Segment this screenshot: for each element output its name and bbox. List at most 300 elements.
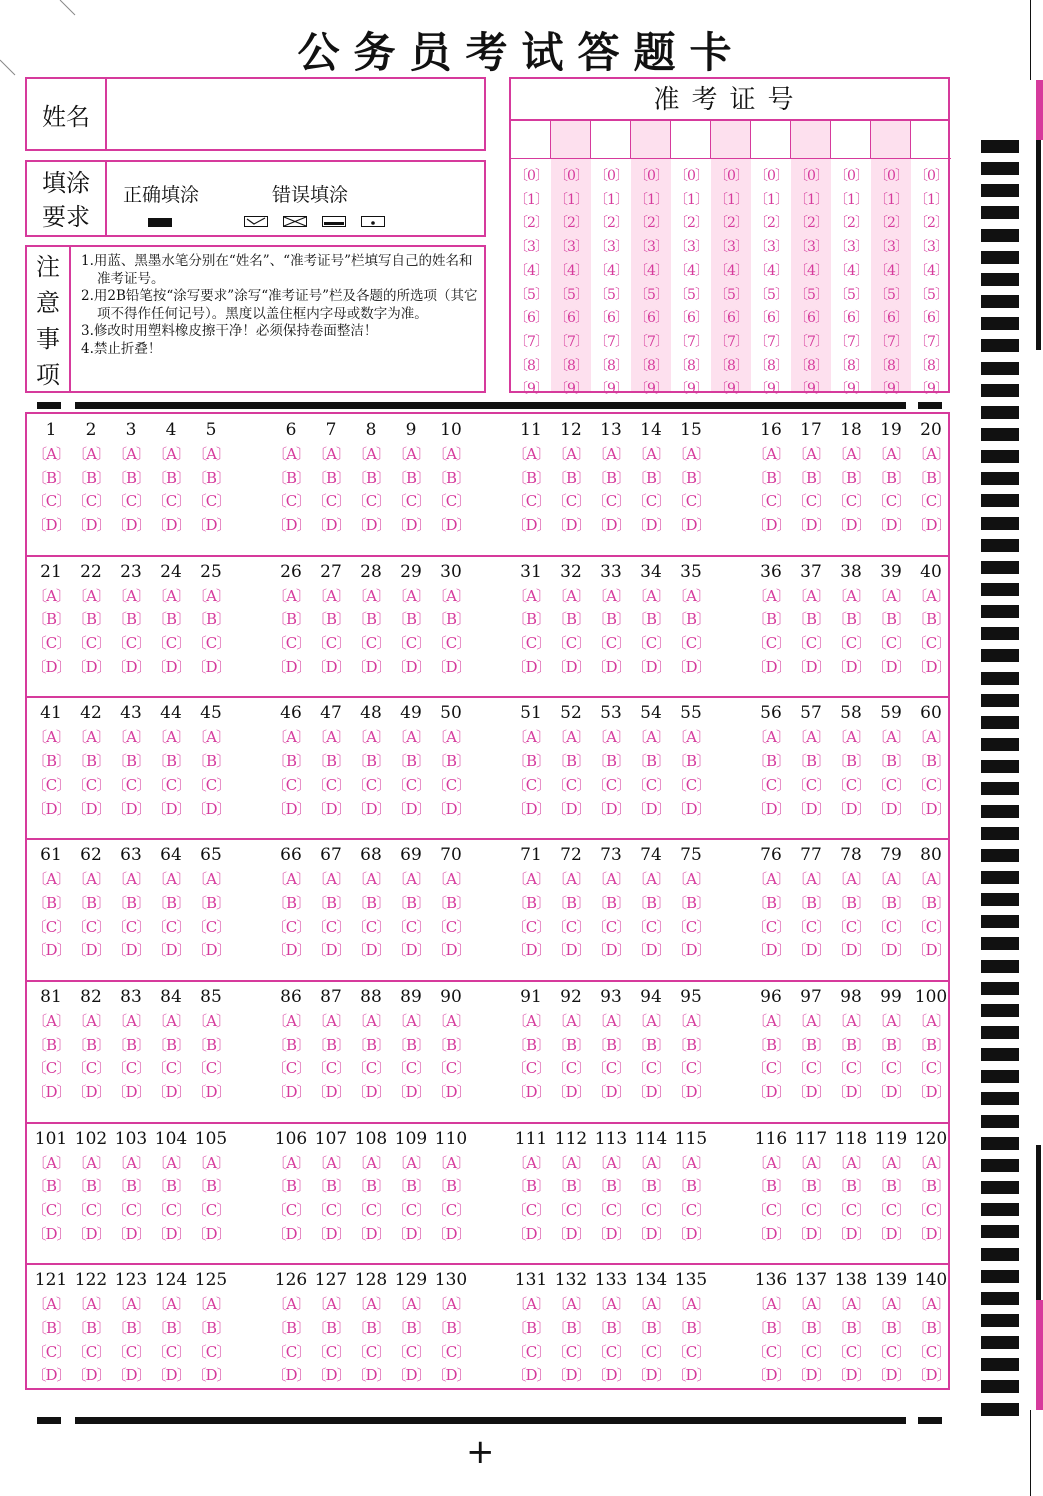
answer-bubble[interactable]: 〔D〕	[831, 1082, 871, 1101]
ticket-digit-bubble[interactable]: 〔9〕	[914, 381, 948, 398]
ticket-digit-bubble[interactable]: 〔1〕	[674, 191, 708, 208]
answer-bubble[interactable]: 〔B〕	[431, 1177, 471, 1196]
answer-bubble[interactable]: 〔B〕	[311, 893, 351, 912]
answer-bubble[interactable]: 〔B〕	[431, 610, 471, 629]
ticket-digit-bubble[interactable]: 〔0〕	[834, 168, 868, 184]
ticket-digit-bubble[interactable]: 〔9〕	[554, 381, 588, 398]
answer-bubble[interactable]: 〔B〕	[391, 893, 431, 912]
ticket-digit-bubble[interactable]: 〔4〕	[914, 262, 948, 279]
ticket-digit-bubble[interactable]: 〔1〕	[634, 191, 668, 208]
answer-bubble[interactable]: 〔C〕	[671, 917, 711, 936]
answer-bubble[interactable]: 〔B〕	[351, 1318, 391, 1337]
answer-bubble[interactable]: 〔A〕	[72, 1011, 110, 1030]
answer-bubble[interactable]: 〔B〕	[351, 1035, 391, 1054]
ticket-digit-bubble[interactable]: 〔7〕	[874, 333, 908, 350]
ticket-digit-bubble[interactable]: 〔0〕	[514, 168, 548, 184]
answer-bubble[interactable]: 〔B〕	[551, 893, 591, 912]
answer-bubble[interactable]: 〔D〕	[791, 1224, 831, 1243]
answer-bubble[interactable]: 〔D〕	[71, 657, 111, 676]
answer-bubble[interactable]: 〔B〕	[551, 1177, 591, 1196]
answer-bubble[interactable]: 〔D〕	[631, 1082, 671, 1101]
answer-bubble[interactable]: 〔C〕	[311, 775, 351, 794]
answer-bubble[interactable]: 〔B〕	[31, 468, 71, 487]
answer-bubble[interactable]: 〔D〕	[511, 1224, 551, 1243]
answer-bubble[interactable]: 〔A〕	[632, 728, 670, 747]
answer-bubble[interactable]: 〔B〕	[31, 1035, 71, 1054]
answer-bubble[interactable]: 〔B〕	[831, 1177, 871, 1196]
answer-bubble[interactable]: 〔C〕	[111, 492, 151, 511]
answer-bubble[interactable]: 〔A〕	[112, 1153, 150, 1172]
ticket-digit-bubble[interactable]: 〔0〕	[714, 168, 748, 184]
answer-bubble[interactable]: 〔A〕	[32, 870, 70, 889]
ticket-digit-bubble[interactable]: 〔1〕	[794, 191, 828, 208]
answer-bubble[interactable]: 〔B〕	[591, 1318, 631, 1337]
answer-bubble[interactable]: 〔A〕	[792, 445, 830, 463]
answer-bubble[interactable]: 〔A〕	[512, 1295, 550, 1314]
ticket-digit-bubble[interactable]: 〔4〕	[754, 262, 788, 279]
answer-bubble[interactable]: 〔C〕	[591, 1342, 631, 1361]
answer-bubble[interactable]: 〔B〕	[311, 752, 351, 771]
answer-bubble[interactable]: 〔B〕	[151, 893, 191, 912]
answer-bubble[interactable]: 〔C〕	[191, 1200, 231, 1219]
answer-bubble[interactable]: 〔A〕	[632, 870, 670, 889]
answer-bubble[interactable]: 〔C〕	[351, 1059, 391, 1078]
answer-bubble[interactable]: 〔B〕	[511, 610, 551, 629]
answer-bubble[interactable]: 〔D〕	[151, 1082, 191, 1101]
answer-bubble[interactable]: 〔C〕	[911, 775, 951, 794]
answer-bubble[interactable]: 〔D〕	[591, 941, 631, 960]
answer-bubble[interactable]: 〔A〕	[312, 586, 350, 605]
answer-bubble[interactable]: 〔C〕	[311, 917, 351, 936]
answer-bubble[interactable]: 〔C〕	[511, 1059, 551, 1078]
answer-bubble[interactable]: 〔C〕	[191, 1059, 231, 1078]
answer-bubble[interactable]: 〔A〕	[192, 445, 230, 463]
answer-bubble[interactable]: 〔C〕	[391, 492, 431, 511]
answer-bubble[interactable]: 〔B〕	[71, 1177, 111, 1196]
ticket-digit-bubble[interactable]: 〔6〕	[594, 310, 628, 327]
answer-bubble[interactable]: 〔B〕	[31, 610, 71, 629]
answer-bubble[interactable]: 〔B〕	[911, 610, 951, 629]
answer-bubble[interactable]: 〔D〕	[111, 941, 151, 960]
answer-bubble[interactable]: 〔C〕	[671, 1200, 711, 1219]
answer-bubble[interactable]: 〔D〕	[151, 1224, 191, 1243]
answer-bubble[interactable]: 〔A〕	[752, 1153, 790, 1172]
answer-bubble[interactable]: 〔A〕	[352, 870, 390, 889]
ticket-digit-bubble[interactable]: 〔6〕	[834, 310, 868, 327]
answer-bubble[interactable]: 〔D〕	[351, 1082, 391, 1101]
answer-bubble[interactable]: 〔D〕	[751, 1366, 791, 1385]
answer-bubble[interactable]: 〔C〕	[151, 1342, 191, 1361]
answer-bubble[interactable]: 〔C〕	[351, 1200, 391, 1219]
answer-bubble[interactable]: 〔D〕	[31, 1366, 71, 1385]
answer-bubble[interactable]: 〔A〕	[632, 445, 670, 463]
answer-bubble[interactable]: 〔D〕	[591, 516, 631, 535]
answer-bubble[interactable]: 〔D〕	[511, 941, 551, 960]
answer-bubble[interactable]: 〔B〕	[351, 610, 391, 629]
answer-bubble[interactable]: 〔A〕	[552, 1295, 590, 1314]
ticket-digit-bubble[interactable]: 〔1〕	[874, 191, 908, 208]
answer-bubble[interactable]: 〔C〕	[751, 917, 791, 936]
answer-bubble[interactable]: 〔B〕	[671, 1177, 711, 1196]
answer-bubble[interactable]: 〔A〕	[672, 870, 710, 889]
answer-bubble[interactable]: 〔C〕	[911, 634, 951, 653]
answer-bubble[interactable]: 〔A〕	[632, 1011, 670, 1030]
answer-bubble[interactable]: 〔B〕	[911, 893, 951, 912]
answer-bubble[interactable]: 〔C〕	[71, 492, 111, 511]
ticket-digit-bubble[interactable]: 〔4〕	[834, 262, 868, 279]
answer-bubble[interactable]: 〔B〕	[151, 752, 191, 771]
answer-bubble[interactable]: 〔B〕	[351, 893, 391, 912]
answer-bubble[interactable]: 〔C〕	[551, 917, 591, 936]
answer-bubble[interactable]: 〔D〕	[391, 799, 431, 818]
answer-bubble[interactable]: 〔A〕	[912, 586, 950, 605]
answer-bubble[interactable]: 〔B〕	[111, 1177, 151, 1196]
answer-bubble[interactable]: 〔C〕	[271, 634, 311, 653]
answer-bubble[interactable]: 〔D〕	[791, 1366, 831, 1385]
answer-bubble[interactable]: 〔D〕	[911, 1366, 951, 1385]
answer-bubble[interactable]: 〔A〕	[832, 1153, 870, 1172]
answer-bubble[interactable]: 〔D〕	[631, 1366, 671, 1385]
ticket-digit-write-cell[interactable]	[671, 121, 711, 159]
ticket-digit-bubble[interactable]: 〔1〕	[514, 191, 548, 208]
answer-bubble[interactable]: 〔B〕	[191, 1177, 231, 1196]
ticket-digit-bubble[interactable]: 〔8〕	[554, 357, 588, 374]
answer-bubble[interactable]: 〔D〕	[631, 799, 671, 818]
answer-bubble[interactable]: 〔B〕	[271, 1035, 311, 1054]
answer-bubble[interactable]: 〔A〕	[152, 870, 190, 889]
answer-bubble[interactable]: 〔D〕	[751, 941, 791, 960]
answer-bubble[interactable]: 〔C〕	[351, 917, 391, 936]
answer-bubble[interactable]: 〔B〕	[351, 468, 391, 487]
answer-bubble[interactable]: 〔C〕	[271, 917, 311, 936]
name-field[interactable]	[107, 79, 484, 149]
answer-bubble[interactable]: 〔C〕	[911, 917, 951, 936]
ticket-digit-write-cell[interactable]	[631, 121, 671, 159]
answer-bubble[interactable]: 〔D〕	[311, 1082, 351, 1101]
answer-bubble[interactable]: 〔D〕	[191, 941, 231, 960]
answer-bubble[interactable]: 〔A〕	[832, 870, 870, 889]
answer-bubble[interactable]: 〔D〕	[911, 516, 951, 535]
ticket-digit-bubble[interactable]: 〔5〕	[794, 286, 828, 303]
answer-bubble[interactable]: 〔B〕	[351, 1177, 391, 1196]
answer-bubble[interactable]: 〔C〕	[831, 1200, 871, 1219]
answer-bubble[interactable]: 〔D〕	[31, 799, 71, 818]
ticket-digit-write-cell[interactable]	[551, 121, 591, 159]
answer-bubble[interactable]: 〔C〕	[431, 492, 471, 511]
answer-bubble[interactable]: 〔A〕	[752, 586, 790, 605]
ticket-digit-bubble[interactable]: 〔6〕	[794, 310, 828, 327]
answer-bubble[interactable]: 〔A〕	[832, 445, 870, 463]
answer-bubble[interactable]: 〔A〕	[432, 870, 470, 889]
ticket-digit-bubble[interactable]: 〔5〕	[714, 286, 748, 303]
answer-bubble[interactable]: 〔C〕	[631, 634, 671, 653]
ticket-digit-bubble[interactable]: 〔6〕	[874, 310, 908, 327]
answer-bubble[interactable]: 〔D〕	[831, 516, 871, 535]
answer-bubble[interactable]: 〔D〕	[431, 516, 471, 535]
answer-bubble[interactable]: 〔D〕	[151, 941, 191, 960]
answer-bubble[interactable]: 〔D〕	[111, 1366, 151, 1385]
answer-bubble[interactable]: 〔A〕	[792, 1295, 830, 1314]
answer-bubble[interactable]: 〔D〕	[271, 1082, 311, 1101]
answer-bubble[interactable]: 〔C〕	[71, 1342, 111, 1361]
ticket-digit-bubble[interactable]: 〔6〕	[914, 310, 948, 327]
answer-bubble[interactable]: 〔A〕	[152, 1011, 190, 1030]
answer-bubble[interactable]: 〔C〕	[311, 1059, 351, 1078]
answer-bubble[interactable]: 〔D〕	[71, 941, 111, 960]
answer-bubble[interactable]: 〔B〕	[831, 468, 871, 487]
answer-bubble[interactable]: 〔C〕	[151, 1200, 191, 1219]
answer-bubble[interactable]: 〔A〕	[32, 1011, 70, 1030]
answer-bubble[interactable]: 〔A〕	[792, 1011, 830, 1030]
answer-bubble[interactable]: 〔A〕	[72, 445, 110, 463]
answer-bubble[interactable]: 〔C〕	[671, 775, 711, 794]
answer-bubble[interactable]: 〔D〕	[631, 657, 671, 676]
answer-bubble[interactable]: 〔A〕	[32, 1295, 70, 1314]
answer-bubble[interactable]: 〔C〕	[631, 775, 671, 794]
ticket-digit-bubble[interactable]: 〔1〕	[834, 191, 868, 208]
ticket-digit-bubble[interactable]: 〔8〕	[754, 357, 788, 374]
answer-bubble[interactable]: 〔C〕	[71, 1200, 111, 1219]
answer-bubble[interactable]: 〔A〕	[312, 1153, 350, 1172]
answer-bubble[interactable]: 〔D〕	[671, 1366, 711, 1385]
ticket-digit-bubble[interactable]: 〔6〕	[554, 310, 588, 327]
answer-bubble[interactable]: 〔C〕	[511, 492, 551, 511]
answer-bubble[interactable]: 〔C〕	[871, 634, 911, 653]
answer-bubble[interactable]: 〔A〕	[272, 728, 310, 747]
answer-bubble[interactable]: 〔B〕	[151, 468, 191, 487]
answer-bubble[interactable]: 〔B〕	[591, 610, 631, 629]
answer-bubble[interactable]: 〔B〕	[151, 1177, 191, 1196]
answer-bubble[interactable]: 〔C〕	[271, 1200, 311, 1219]
ticket-digit-bubble[interactable]: 〔2〕	[914, 215, 948, 232]
answer-bubble[interactable]: 〔B〕	[271, 468, 311, 487]
answer-bubble[interactable]: 〔D〕	[31, 516, 71, 535]
answer-bubble[interactable]: 〔C〕	[791, 1059, 831, 1078]
ticket-digit-bubble[interactable]: 〔2〕	[554, 215, 588, 232]
answer-bubble[interactable]: 〔C〕	[911, 1200, 951, 1219]
answer-bubble[interactable]: 〔A〕	[352, 445, 390, 463]
answer-bubble[interactable]: 〔B〕	[871, 1035, 911, 1054]
answer-bubble[interactable]: 〔D〕	[791, 799, 831, 818]
answer-bubble[interactable]: 〔C〕	[751, 1059, 791, 1078]
answer-bubble[interactable]: 〔A〕	[592, 1295, 630, 1314]
answer-bubble[interactable]: 〔C〕	[791, 1200, 831, 1219]
answer-bubble[interactable]: 〔A〕	[592, 445, 630, 463]
answer-bubble[interactable]: 〔D〕	[671, 941, 711, 960]
answer-bubble[interactable]: 〔C〕	[431, 634, 471, 653]
answer-bubble[interactable]: 〔C〕	[191, 1342, 231, 1361]
answer-bubble[interactable]: 〔C〕	[751, 1342, 791, 1361]
answer-bubble[interactable]: 〔C〕	[791, 775, 831, 794]
answer-bubble[interactable]: 〔B〕	[631, 752, 671, 771]
answer-bubble[interactable]: 〔D〕	[551, 1082, 591, 1101]
answer-bubble[interactable]: 〔B〕	[31, 1177, 71, 1196]
answer-bubble[interactable]: 〔C〕	[671, 492, 711, 511]
answer-bubble[interactable]: 〔C〕	[311, 492, 351, 511]
ticket-digit-bubble[interactable]: 〔5〕	[874, 286, 908, 303]
answer-bubble[interactable]: 〔B〕	[311, 1318, 351, 1337]
answer-bubble[interactable]: 〔D〕	[911, 799, 951, 818]
ticket-digit-bubble[interactable]: 〔4〕	[674, 262, 708, 279]
answer-bubble[interactable]: 〔B〕	[631, 468, 671, 487]
ticket-digit-bubble[interactable]: 〔7〕	[834, 333, 868, 350]
answer-bubble[interactable]: 〔B〕	[831, 893, 871, 912]
answer-bubble[interactable]: 〔B〕	[831, 752, 871, 771]
ticket-digit-write-cell[interactable]	[831, 121, 871, 159]
ticket-digit-bubble[interactable]: 〔4〕	[714, 262, 748, 279]
answer-bubble[interactable]: 〔C〕	[631, 1059, 671, 1078]
answer-bubble[interactable]: 〔D〕	[431, 799, 471, 818]
answer-bubble[interactable]: 〔A〕	[112, 586, 150, 605]
answer-bubble[interactable]: 〔C〕	[591, 492, 631, 511]
answer-bubble[interactable]: 〔B〕	[511, 1177, 551, 1196]
answer-bubble[interactable]: 〔C〕	[751, 492, 791, 511]
answer-bubble[interactable]: 〔C〕	[871, 1342, 911, 1361]
answer-bubble[interactable]: 〔B〕	[191, 468, 231, 487]
answer-bubble[interactable]: 〔B〕	[751, 1177, 791, 1196]
answer-bubble[interactable]: 〔C〕	[551, 775, 591, 794]
answer-bubble[interactable]: 〔C〕	[151, 1059, 191, 1078]
answer-bubble[interactable]: 〔A〕	[512, 1153, 550, 1172]
answer-bubble[interactable]: 〔A〕	[152, 445, 190, 463]
answer-bubble[interactable]: 〔D〕	[511, 1366, 551, 1385]
answer-bubble[interactable]: 〔D〕	[71, 1224, 111, 1243]
ticket-digit-bubble[interactable]: 〔7〕	[714, 333, 748, 350]
ticket-digit-bubble[interactable]: 〔5〕	[674, 286, 708, 303]
answer-bubble[interactable]: 〔C〕	[871, 917, 911, 936]
answer-bubble[interactable]: 〔D〕	[391, 657, 431, 676]
ticket-digit-bubble[interactable]: 〔1〕	[754, 191, 788, 208]
answer-bubble[interactable]: 〔D〕	[911, 657, 951, 676]
answer-bubble[interactable]: 〔C〕	[591, 634, 631, 653]
answer-bubble[interactable]: 〔C〕	[871, 1059, 911, 1078]
answer-bubble[interactable]: 〔D〕	[551, 516, 591, 535]
answer-bubble[interactable]: 〔A〕	[392, 586, 430, 605]
ticket-digit-bubble[interactable]: 〔0〕	[634, 168, 668, 184]
answer-bubble[interactable]: 〔D〕	[71, 799, 111, 818]
answer-bubble[interactable]: 〔B〕	[871, 1177, 911, 1196]
answer-bubble[interactable]: 〔B〕	[631, 893, 671, 912]
answer-bubble[interactable]: 〔A〕	[192, 870, 230, 889]
ticket-digit-bubble[interactable]: 〔5〕	[834, 286, 868, 303]
ticket-digit-bubble[interactable]: 〔0〕	[874, 168, 908, 184]
answer-bubble[interactable]: 〔C〕	[831, 1342, 871, 1361]
answer-bubble[interactable]: 〔C〕	[151, 917, 191, 936]
answer-bubble[interactable]: 〔C〕	[511, 1342, 551, 1361]
answer-bubble[interactable]: 〔B〕	[551, 468, 591, 487]
answer-bubble[interactable]: 〔B〕	[31, 1318, 71, 1337]
ticket-digit-write-cell[interactable]	[711, 121, 751, 159]
answer-bubble[interactable]: 〔A〕	[592, 1011, 630, 1030]
answer-bubble[interactable]: 〔A〕	[912, 1153, 950, 1172]
answer-bubble[interactable]: 〔C〕	[151, 634, 191, 653]
answer-bubble[interactable]: 〔A〕	[152, 586, 190, 605]
answer-bubble[interactable]: 〔D〕	[191, 1082, 231, 1101]
answer-bubble[interactable]: 〔B〕	[271, 610, 311, 629]
answer-bubble[interactable]: 〔D〕	[431, 1366, 471, 1385]
answer-bubble[interactable]: 〔C〕	[271, 775, 311, 794]
answer-bubble[interactable]: 〔D〕	[751, 799, 791, 818]
answer-bubble[interactable]: 〔D〕	[111, 1224, 151, 1243]
answer-bubble[interactable]: 〔A〕	[112, 728, 150, 747]
ticket-digit-bubble[interactable]: 〔7〕	[514, 333, 548, 350]
ticket-digit-bubble[interactable]: 〔6〕	[634, 310, 668, 327]
ticket-digit-bubble[interactable]: 〔2〕	[834, 215, 868, 232]
answer-bubble[interactable]: 〔B〕	[151, 1318, 191, 1337]
answer-bubble[interactable]: 〔B〕	[391, 610, 431, 629]
answer-bubble[interactable]: 〔A〕	[432, 728, 470, 747]
answer-bubble[interactable]: 〔A〕	[912, 1295, 950, 1314]
answer-bubble[interactable]: 〔B〕	[871, 893, 911, 912]
answer-bubble[interactable]: 〔D〕	[151, 799, 191, 818]
answer-bubble[interactable]: 〔A〕	[832, 728, 870, 747]
answer-bubble[interactable]: 〔B〕	[871, 752, 911, 771]
answer-bubble[interactable]: 〔B〕	[871, 468, 911, 487]
ticket-digit-bubble[interactable]: 〔6〕	[514, 310, 548, 327]
ticket-digit-bubble[interactable]: 〔2〕	[714, 215, 748, 232]
answer-bubble[interactable]: 〔D〕	[831, 657, 871, 676]
answer-bubble[interactable]: 〔A〕	[672, 1011, 710, 1030]
answer-bubble[interactable]: 〔A〕	[832, 1295, 870, 1314]
answer-bubble[interactable]: 〔C〕	[751, 775, 791, 794]
ticket-digit-bubble[interactable]: 〔0〕	[794, 168, 828, 184]
answer-bubble[interactable]: 〔C〕	[391, 917, 431, 936]
answer-bubble[interactable]: 〔C〕	[311, 634, 351, 653]
answer-bubble[interactable]: 〔D〕	[71, 1082, 111, 1101]
answer-bubble[interactable]: 〔C〕	[111, 634, 151, 653]
answer-bubble[interactable]: 〔C〕	[191, 634, 231, 653]
answer-bubble[interactable]: 〔A〕	[872, 1295, 910, 1314]
answer-bubble[interactable]: 〔C〕	[631, 1200, 671, 1219]
answer-bubble[interactable]: 〔D〕	[551, 1224, 591, 1243]
answer-bubble[interactable]: 〔C〕	[271, 1059, 311, 1078]
ticket-digit-bubble[interactable]: 〔2〕	[754, 215, 788, 232]
answer-bubble[interactable]: 〔A〕	[872, 1153, 910, 1172]
ticket-digit-bubble[interactable]: 〔3〕	[594, 239, 628, 256]
answer-bubble[interactable]: 〔A〕	[552, 1011, 590, 1030]
answer-bubble[interactable]: 〔B〕	[191, 1318, 231, 1337]
answer-bubble[interactable]: 〔C〕	[591, 775, 631, 794]
answer-bubble[interactable]: 〔C〕	[871, 1200, 911, 1219]
answer-bubble[interactable]: 〔A〕	[512, 1011, 550, 1030]
ticket-digit-write-cell[interactable]	[911, 121, 951, 159]
answer-bubble[interactable]: 〔A〕	[432, 1295, 470, 1314]
answer-bubble[interactable]: 〔B〕	[551, 1318, 591, 1337]
answer-bubble[interactable]: 〔B〕	[751, 610, 791, 629]
ticket-digit-bubble[interactable]: 〔7〕	[594, 333, 628, 350]
answer-bubble[interactable]: 〔D〕	[351, 657, 391, 676]
answer-bubble[interactable]: 〔D〕	[751, 1224, 791, 1243]
ticket-digit-bubble[interactable]: 〔1〕	[914, 191, 948, 208]
ticket-digit-bubble[interactable]: 〔3〕	[634, 239, 668, 256]
ticket-digit-bubble[interactable]: 〔6〕	[714, 310, 748, 327]
answer-bubble[interactable]: 〔D〕	[191, 657, 231, 676]
answer-bubble[interactable]: 〔D〕	[271, 657, 311, 676]
answer-bubble[interactable]: 〔C〕	[431, 917, 471, 936]
ticket-digit-write-cell[interactable]	[591, 121, 631, 159]
ticket-digit-bubble[interactable]: 〔8〕	[714, 357, 748, 374]
answer-bubble[interactable]: 〔A〕	[352, 1295, 390, 1314]
answer-bubble[interactable]: 〔A〕	[112, 445, 150, 463]
answer-bubble[interactable]: 〔B〕	[271, 752, 311, 771]
answer-bubble[interactable]: 〔D〕	[271, 1366, 311, 1385]
answer-bubble[interactable]: 〔A〕	[312, 728, 350, 747]
answer-bubble[interactable]: 〔A〕	[32, 445, 70, 463]
answer-bubble[interactable]: 〔D〕	[831, 1224, 871, 1243]
answer-bubble[interactable]: 〔D〕	[151, 516, 191, 535]
answer-bubble[interactable]: 〔D〕	[111, 1082, 151, 1101]
answer-bubble[interactable]: 〔B〕	[631, 1177, 671, 1196]
